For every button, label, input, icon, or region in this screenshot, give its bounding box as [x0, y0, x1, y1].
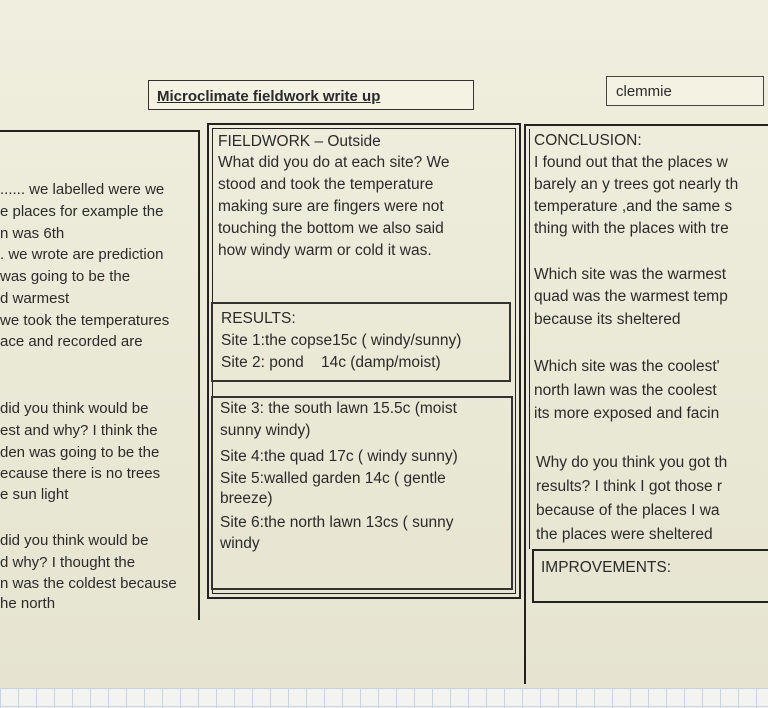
left-line: he north — [0, 595, 56, 612]
left-line: . we wrote are prediction — [0, 246, 164, 263]
improvements-heading: IMPROVEMENTS: — [541, 559, 672, 576]
site-line: Site 6:the north lawn 13cs ( sunny — [220, 514, 454, 531]
left-line: n was the coldest because — [0, 575, 177, 592]
student-name: clemmie — [616, 83, 672, 100]
conclusion-line: because its sheltered — [534, 311, 681, 328]
conclusion-line: Why do you think you got th — [536, 454, 728, 471]
conclusion-line: Which site was the warmest — [534, 266, 727, 283]
site-line: Site 5:walled garden 14c ( gentle — [220, 470, 446, 487]
conclusion-line: its more exposed and facin — [534, 405, 720, 422]
results-heading: RESULTS: — [221, 310, 296, 327]
fieldwork-line: touching the bottom we also said — [218, 220, 444, 237]
left-line: est and why? I think the — [0, 422, 158, 439]
conclusion-line: the places were sheltered — [536, 526, 713, 543]
site-line: breeze) — [220, 490, 273, 507]
left-line: d why? I thought the — [0, 554, 136, 571]
left-line: did you think would be — [0, 400, 149, 417]
site-line: windy — [220, 535, 260, 552]
site-line: Site 4:the quad 17c ( windy sunny) — [220, 448, 458, 465]
left-line: we took the temperatures — [0, 312, 170, 329]
site-line: sunny windy) — [220, 422, 311, 439]
conclusion-line: Which site was the coolest' — [534, 358, 720, 375]
fieldwork-line: making sure are fingers were not — [218, 198, 444, 215]
conclusion-line: north lawn was the coolest — [534, 382, 717, 399]
conclusion-line: quad was the warmest temp — [534, 288, 728, 305]
left-line: n was 6th — [0, 225, 65, 242]
name-box — [606, 76, 764, 106]
grid-paper-edge — [0, 688, 768, 708]
page-title: Microclimate fieldwork write up — [157, 88, 381, 105]
conclusion-line: results? I think I got those r — [536, 478, 723, 495]
left-line: was going to be the — [0, 268, 131, 285]
conclusion-line: temperature ,and the same s — [534, 198, 733, 215]
left-line: d warmest — [0, 290, 70, 307]
fieldwork-line: stood and took the temperature — [218, 176, 434, 193]
left-line: ...... we labelled were we — [0, 181, 165, 198]
conclusion-line: because of the places I wa — [536, 502, 720, 519]
left-line: did you think would be — [0, 532, 149, 549]
left-line: ecause there is no trees — [0, 465, 161, 482]
conclusion-line: I found out that the places w — [534, 154, 728, 171]
fieldwork-line: What did you do at each site? We — [218, 154, 450, 171]
left-line: ace and recorded are — [0, 333, 143, 350]
conclusion-line: thing with the places with tre — [534, 220, 729, 237]
result-line: Site 1:the copse15c ( windy/sunny) — [221, 332, 462, 349]
left-line: e places for example the — [0, 203, 164, 220]
site-line: Site 3: the south lawn 15.5c (moist — [220, 400, 457, 417]
conclusion-heading: CONCLUSION: — [534, 132, 642, 149]
fieldwork-heading: FIELDWORK – Outside — [218, 133, 381, 150]
title-box — [148, 80, 474, 110]
result-line: Site 2: pond 14c (damp/moist) — [221, 354, 441, 371]
left-line: den was going to be the — [0, 444, 160, 461]
conclusion-line: barely an y trees got nearly th — [534, 176, 739, 193]
left-line: e sun light — [0, 486, 69, 503]
fieldwork-line: how windy warm or cold it was. — [218, 242, 432, 259]
